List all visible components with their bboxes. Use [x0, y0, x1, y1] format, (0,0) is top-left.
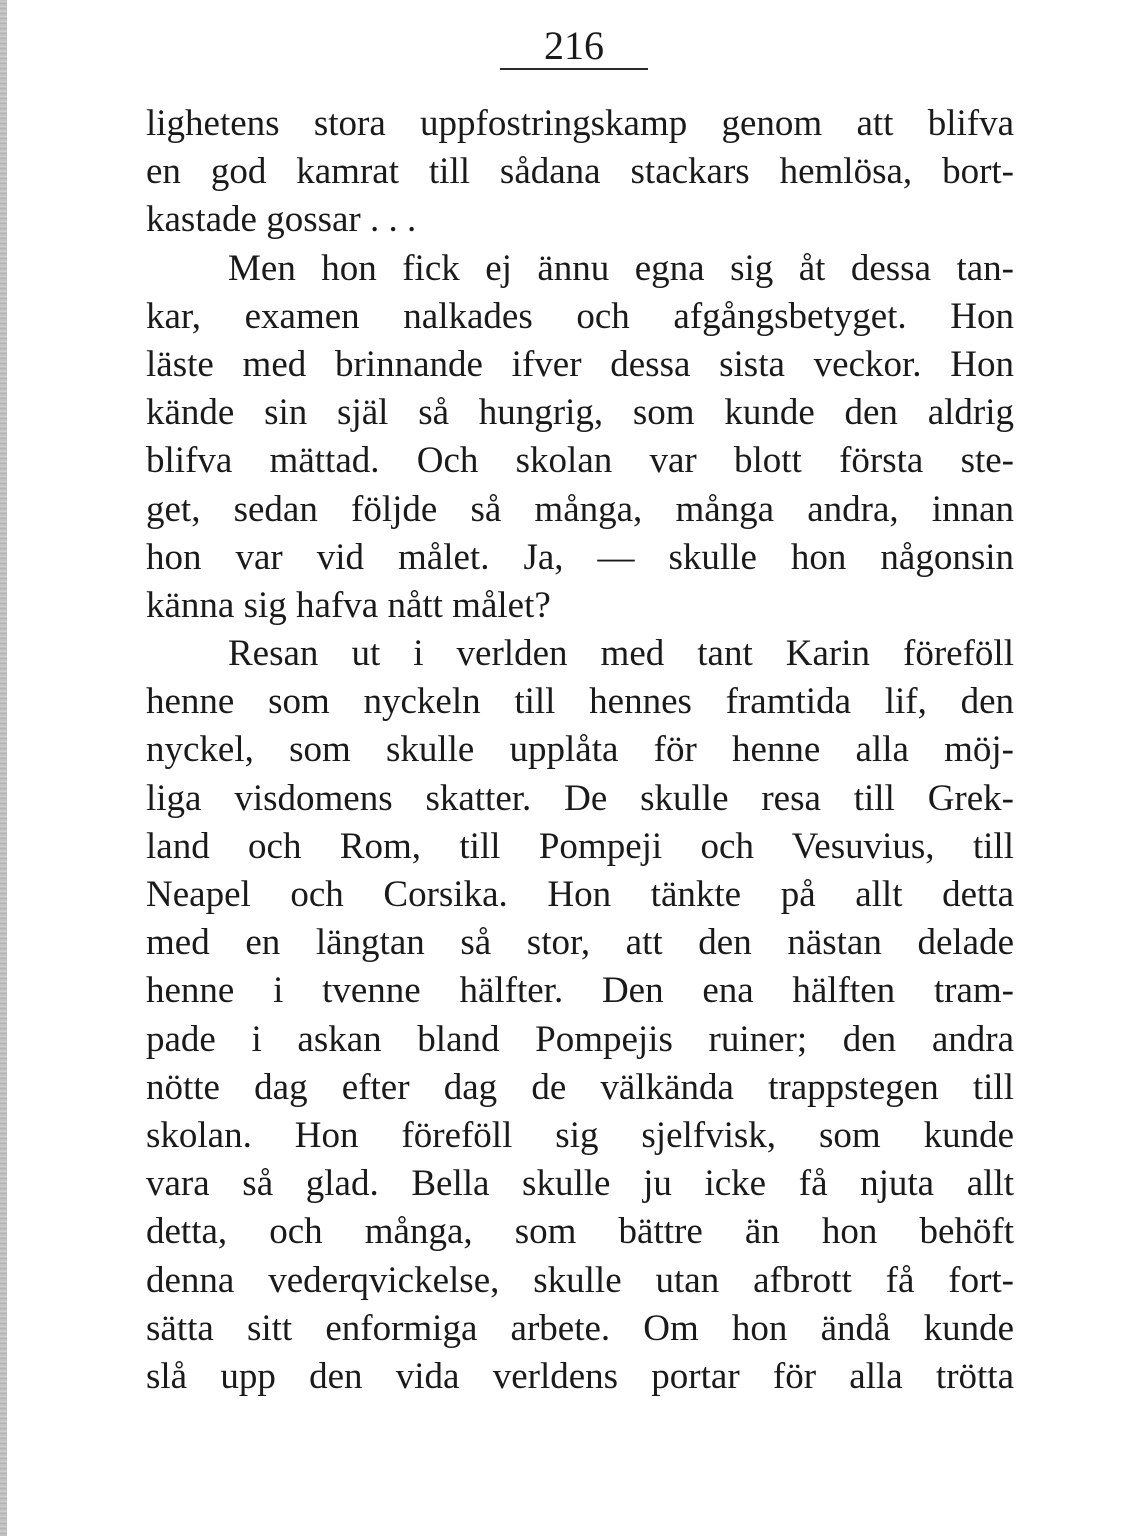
text-line: vara så glad. Bella skulle ju icke få njuta allt [146, 1163, 1014, 1205]
text-line: pade i askan bland Pompejis ruiner; den andra [146, 1018, 1014, 1060]
text-line: land och Rom, till Pompeji och Vesuvius, till [146, 825, 1014, 867]
text-line: henne i tvenne hälfter. Den ena hälften tram- [146, 970, 1014, 1012]
text-line: slå upp den vida verldens portar för alla trötta [146, 1355, 1014, 1397]
text-line: Men hon fick ej ännu egna sig åt dessa tan- [228, 247, 1014, 289]
body-text [146, 100, 1014, 1401]
text-line: detta, och många, som bättre än hon behöft [146, 1211, 1014, 1253]
text-line: kände sin själ så hungrig, som kunde den aldrig [146, 392, 1014, 434]
text-line: Resan ut i verlden med tant Karin föreföll [228, 633, 1014, 675]
text-line: känna sig hafva nått målet? [146, 584, 551, 626]
text-line: blifva mättad. Och skolan var blott första ste- [146, 440, 1014, 482]
text-line: en god kamrat till sådana stackars hemlösa, bort- [146, 151, 1014, 193]
text-line: skolan. Hon föreföll sig sjelfvisk, som kunde [146, 1114, 1014, 1156]
text-line: läste med brinnande ifver dessa sista veckor. Hon [146, 343, 1014, 385]
text-line: get, sedan följde så många, många andra, innan [146, 488, 1014, 530]
text-line: liga visdomens skatter. De skulle resa till Grek- [146, 777, 1014, 819]
page-number-rule [500, 68, 648, 70]
text-line: kastade gossar . . . [146, 199, 417, 241]
page-number: 216 [544, 23, 604, 68]
text-line: nyckel, som skulle upplåta för henne alla möj- [146, 729, 1014, 771]
text-line: henne som nyckeln till hennes framtida lif, den [146, 681, 1014, 723]
text-line: nötte dag efter dag de välkända trappstegen till [146, 1066, 1014, 1108]
text-line: hon var vid målet. Ja, — skulle hon någonsin [146, 536, 1014, 578]
text-line: med en längtan så stor, att den nästan delade [146, 922, 1014, 964]
text-line: Neapel och Corsika. Hon tänkte på allt detta [146, 874, 1014, 915]
text-line: kar, examen nalkades och afgångsbetyget. Hon [146, 295, 1014, 337]
text-line: denna vederqvickelse, skulle utan afbrott få fort- [146, 1259, 1014, 1301]
text-line: lighetens stora uppfostringskamp genom att blifva [146, 103, 1014, 144]
text-line: sätta sitt enformiga arbete. Om hon ändå kunde [146, 1307, 1014, 1349]
scan-edge [0, 0, 7, 1536]
